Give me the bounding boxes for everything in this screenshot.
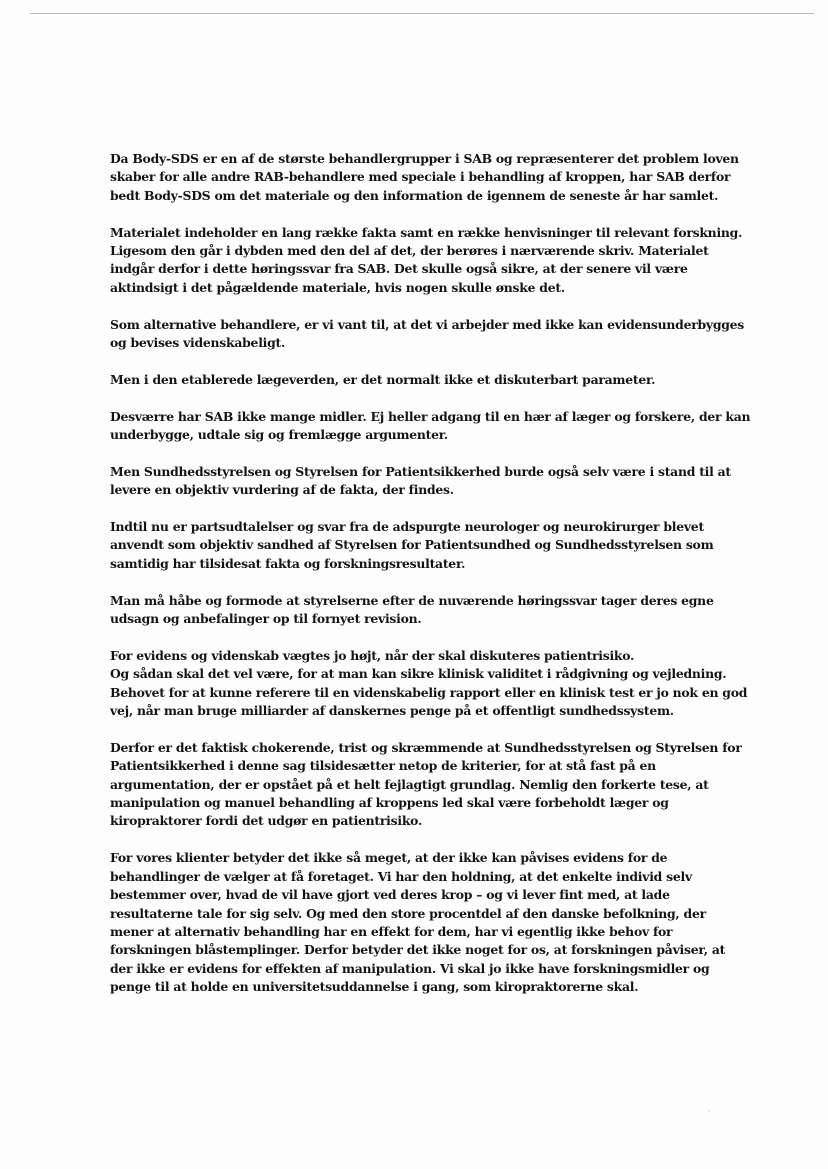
paragraph bbox=[110, 371, 732, 389]
paragraph bbox=[110, 150, 739, 205]
text-line: aktindsigt i det pågældende materiale, hvis nogen skulle ønske det. bbox=[110, 279, 565, 295]
text-line: indgår derfor i dette høringssvar fra SAB. Det skulle også sikre, at der senere vil være bbox=[110, 261, 688, 277]
text-line: Man må håbe og formode at styrelserne efter de nuværende høringssvar tager deres egne bbox=[110, 592, 714, 608]
text-line: Patientsikkerhed i denne sag tilsidesætter netop de kriterier, for at stå fast på en bbox=[110, 758, 656, 774]
text-line: Materialet indeholder en lang række fakta samt en række henvisninger til relevant forskning. bbox=[110, 224, 743, 240]
text-line: levere en objektiv vurdering af de fakta, der findes. bbox=[110, 482, 454, 498]
text-line: behandlinger de vælger at få foretaget. Vi har den holdning, at det enkelte individ selv bbox=[110, 868, 692, 884]
text-line: For evidens og videnskab vægtes jo højt, når der skal diskuteres patientrisiko. bbox=[110, 647, 635, 663]
paragraph bbox=[110, 592, 732, 629]
text-line: For vores klienter betyder det ikke så meget, at der ikke kan påvises evidens for de bbox=[110, 850, 668, 866]
text-line: Men Sundhedsstyrelsen og Styrelsen for Patientsikkerhed burde også selv være i stand til at bbox=[110, 463, 731, 479]
paragraph bbox=[110, 463, 732, 500]
top-rule bbox=[30, 13, 814, 14]
text-line: Men i den etablerede lægeverden, er det normalt ikke et diskuterbart parameter. bbox=[110, 371, 656, 387]
paragraph bbox=[110, 408, 751, 445]
text-line: vej, når man bruge milliarder af danskernes penge på et offentligt sundhedssystem. bbox=[110, 703, 674, 719]
text-line: Og sådan skal det vel være, for at man kan sikre klinisk validitet i rådgivning og vejledning. bbox=[110, 666, 727, 682]
paragraph bbox=[110, 224, 743, 298]
paragraph bbox=[110, 739, 742, 831]
text-line: Indtil nu er partsudtalelser og svar fra de adspurgte neurologer og neurokirurger blevet bbox=[110, 519, 704, 535]
text-line: manipulation og manuel behandling af kroppens led skal være forbeholdt læger og bbox=[110, 795, 669, 811]
scan-speck bbox=[708, 1110, 710, 1112]
text-line: forskningen blåstemplinger. Derfor betyder det ikke noget for os, at forskningen påviser, at bbox=[110, 942, 726, 958]
text-line: resultaterne tale for sig selv. Og med den store procentdel af den danske befolkning, der bbox=[110, 905, 706, 921]
text-line: Som alternative behandlere, er vi vant til, at det vi arbejder med ikke kan evidensunderbygges bbox=[110, 316, 745, 332]
text-line: Ligesom den går i dybden med den del af det, der berøres i nærværende skriv. Materialet bbox=[110, 243, 709, 259]
text-line: Behovet for at kunne referere til en videnskabelig rapport eller en klinisk test er jo nok en god bbox=[110, 684, 748, 700]
text-line: samtidig har tilsidesat fakta og forskningsresultater. bbox=[110, 555, 466, 571]
text-line: bestemmer over, hvad de vil have gjort ved deres krop – og vi lever fint med, at lade bbox=[110, 887, 670, 903]
text-line: Derfor er det faktisk chokerende, trist og skræmmende at Sundhedsstyrelsen og Styrelsen for bbox=[110, 739, 742, 755]
text-line: og bevises videnskabeligt. bbox=[110, 335, 286, 351]
paragraph bbox=[110, 316, 745, 353]
text-line: penge til at holde en universitetsuddannelse i gang, som kiropraktorerne skal. bbox=[110, 979, 639, 995]
text-line: underbygge, udtale sig og fremlægge argumenter. bbox=[110, 427, 448, 443]
text-line: der ikke er evidens for effekten af manipulation. Vi skal jo ikke have forskningsmidler og bbox=[110, 960, 710, 976]
text-line: Da Body-SDS er en af de største behandlergrupper i SAB og repræsenterer det problem loven bbox=[110, 151, 739, 166]
text-line: anvendt som objektiv sandhed af Styrelsen for Patientsundhed og Sundhedsstyrelsen som bbox=[110, 537, 714, 553]
text-line: udsagn og anbefalinger op til fornyet revision. bbox=[110, 611, 422, 627]
document-body bbox=[110, 150, 751, 1015]
text-line: Desværre har SAB ikke mange midler. Ej heller adgang til en hær af læger og forskere, der kan bbox=[110, 408, 751, 424]
text-line: mener at alternativ behandling har en effekt for dem, har vi egentlig ikke behov for bbox=[110, 923, 673, 939]
text-line: argumentation, der er opstået på et helt fejlagtigt grundlag. Nemlig den forkerte tese, at bbox=[110, 776, 709, 792]
paragraph bbox=[110, 518, 732, 573]
paragraph bbox=[110, 849, 732, 996]
text-line: skaber for alle andre RAB-behandlere med speciale i behandling af kroppen, har SAB derfor bbox=[110, 169, 731, 185]
text-line: bedt Body-SDS om det materiale og den information de igennem de seneste år har samlet. bbox=[110, 187, 719, 203]
paragraph bbox=[110, 647, 748, 721]
text-line: kiropraktorer fordi det udgør en patientrisiko. bbox=[110, 813, 423, 829]
